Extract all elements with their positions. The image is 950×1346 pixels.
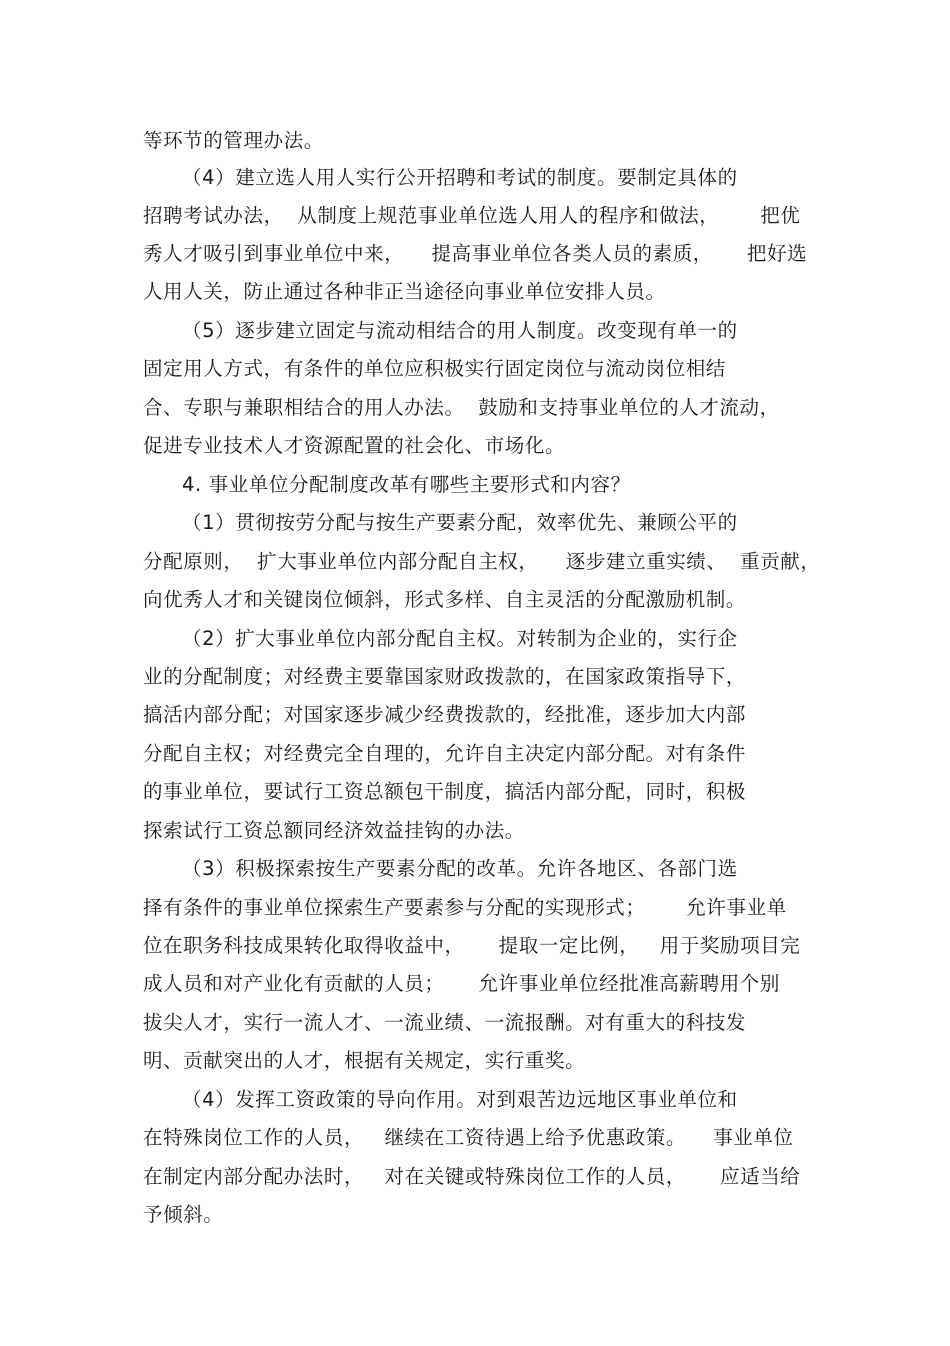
text-line: 分配原则， 扩大事业单位内部分配自主权， 逐步建立重实绩、 重贡献， <box>143 550 821 573</box>
text-line: 向优秀人才和关键岗位倾斜，形式多样、自主灵活的分配激励机制。 <box>143 588 747 611</box>
text-line: 明、贡献突出的人才，根据有关规定，实行重奖。 <box>143 1049 586 1072</box>
text-line: 予倾斜。 <box>143 1203 224 1226</box>
text-line: 促进专业技术人才资源配置的社会化、市场化。 <box>143 434 566 457</box>
text-line: （2）扩大事业单位内部分配自主权。对转制为企业的，实行企 <box>182 627 738 650</box>
text-line: （3）积极探索按生产要素分配的改革。允许各地区、各部门选 <box>182 857 738 880</box>
text-line: 择有条件的事业单位探索生产要素参与分配的实现形式； 允许事业单 <box>143 896 787 919</box>
text-line: 位在职务科技成果转化取得收益中， 提取一定比例， 用于奖励项目完 <box>143 934 801 957</box>
text-line: 招聘考试办法， 从制度上规范事业单位选人用人的程序和做法， 把优 <box>143 204 801 227</box>
section-heading: 4. 事业单位分配制度改革有哪些主要形式和内容？ <box>182 473 631 496</box>
text-line: （5）逐步建立固定与流动相结合的用人制度。改变现有单一的 <box>182 319 738 342</box>
text-line: 探索试行工资总额同经济效益挂钩的办法。 <box>143 819 525 842</box>
text-line: （4）发挥工资政策的导向作用。对到艰苦边远地区事业单位和 <box>182 1088 738 1111</box>
text-line: 业的分配制度；对经费主要靠国家财政拨款的，在国家政策指导下， <box>143 665 747 688</box>
text-line: 成人员和对产业化有贡献的人员； 允许事业单位经批准高薪聘用个别 <box>143 972 780 995</box>
text-line: 在特殊岗位工作的人员， 继续在工资待遇上给予优惠政策。 事业单位 <box>143 1126 794 1149</box>
text-line: 的事业单位，要试行工资总额包干制度，搞活内部分配，同时，积极 <box>143 780 747 803</box>
text-line: （1）贯彻按劳分配与按生产要素分配，效率优先、兼顾公平的 <box>182 511 738 534</box>
text-line: （4）建立选人用人实行公开招聘和考试的制度。要制定具体的 <box>182 166 738 189</box>
text-line: 秀人才吸引到事业单位中来， 提高事业单位各类人员的素质， 把好选 <box>143 242 808 265</box>
text-line: 分配自主权；对经费完全自理的，允许自主决定内部分配。对有条件 <box>143 742 747 765</box>
text-line: 在制定内部分配办法时， 对在关键或特殊岗位工作的人员， 应适当给 <box>143 1165 801 1188</box>
text-line: 搞活内部分配；对国家逐步减少经费拨款的，经批准，逐步加大内部 <box>143 703 747 726</box>
text-line: 人用人关，防止通过各种非正当途径向事业单位安排人员。 <box>143 280 666 303</box>
text-line: 固定用人方式，有条件的单位应积极实行固定岗位与流动岗位相结 <box>143 357 726 380</box>
text-line: 拔尖人才，实行一流人才、一流业绩、一流报酬。对有重大的科技发 <box>143 1011 747 1034</box>
text-line: 合、专职与兼职相结合的用人办法。 鼓励和支持事业单位的人才流动， <box>143 396 780 419</box>
text-line: 等环节的管理办法。 <box>143 129 324 152</box>
